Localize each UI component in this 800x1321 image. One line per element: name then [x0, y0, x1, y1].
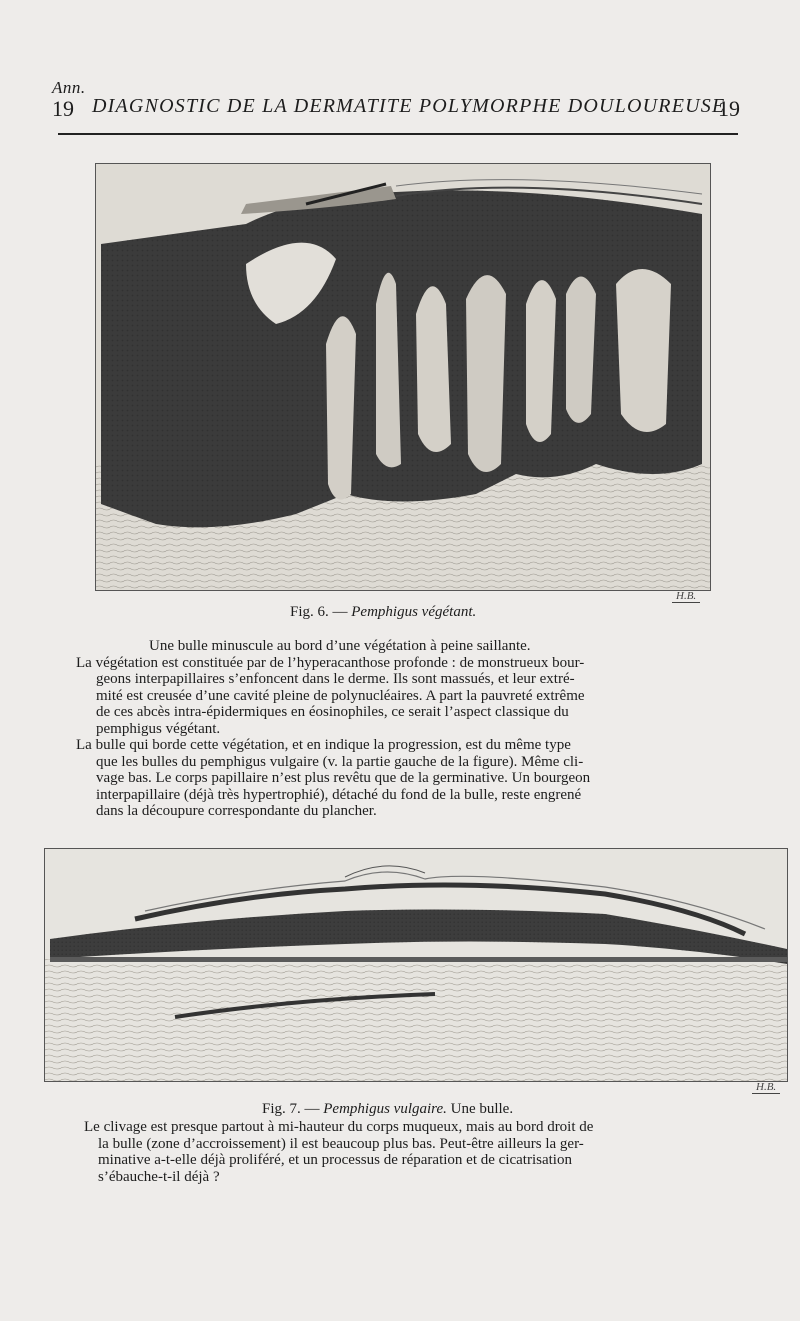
legend-line: dans la découpure correspondante du plancher.: [96, 803, 377, 819]
legend-line: vage bas. Le corps papillaire n’est plus revêtu que de la germinative. Un bourgeon: [96, 770, 591, 786]
legend-line: La bulle qui borde cette végétation, et en indique la progression, est du même type: [76, 737, 571, 753]
figure-6-caption-title: Pemphigus végétant.: [351, 604, 477, 620]
legend-line: La végétation est constituée par de l’hyperacanthose profonde : de monstrueux bour-: [76, 654, 585, 671]
figure-6-caption: [290, 604, 476, 621]
legend-line: minative a-t-elle déjà proliféré, et un processus de réparation et de cicatrisation: [98, 1152, 572, 1168]
legend-line: geons interpapillaires s’enfoncent dans le derme. Ils sont massués, et leur extré-: [96, 671, 575, 687]
legend-line: Une bulle minuscule au bord d’une végétation à peine saillante.: [149, 638, 531, 654]
page-number-right: 19: [718, 96, 740, 121]
annotation-ann: Ann.: [52, 78, 86, 97]
legend-line: de ces abcès intra-épidermiques en éosinophiles, ce serait l’aspect classique du: [96, 704, 569, 720]
figure-7-legend: [78, 1119, 768, 1185]
figure-6-illustration: [95, 163, 711, 591]
legend-line: mité est creusée d’une cavité pleine de polynucléaires. A part la pauvreté extrême: [96, 687, 585, 704]
figure-6-legend: [76, 638, 756, 820]
legend-line: interpapillaire (déjà très hypertrophié), détaché du fond de la bulle, reste engrené: [96, 786, 582, 803]
legend-line: s’ébauche-t-il déjà ?: [98, 1168, 220, 1185]
page-number-left: 19: [52, 96, 74, 121]
figure-7-caption: [262, 1101, 513, 1118]
figure-6-signature: H.B.: [672, 590, 700, 603]
running-title: DIAGNOSTIC DE LA DERMATITE POLYMORPHE DOULOUREUSE: [92, 95, 726, 117]
header-rule: [58, 133, 738, 135]
figure-7-signature: H.B.: [752, 1081, 780, 1094]
figure-6-caption-prefix: Fig. 6. —: [290, 604, 352, 620]
legend-line: pemphigus végétant.: [96, 720, 221, 737]
legend-line: la bulle (zone d’accroissement) il est beaucoup plus bas. Peut-être ailleurs la ger-: [98, 1135, 584, 1152]
figure-7-caption-suffix: Une bulle.: [446, 1101, 514, 1117]
legend-line: Le clivage est presque partout à mi-hauteur du corps muqueux, mais au bord droit de: [84, 1119, 594, 1135]
figure-7-caption-title: Pemphigus vulgaire.: [323, 1101, 447, 1117]
figure-7-caption-prefix: Fig. 7. —: [262, 1101, 324, 1117]
figure-7-illustration: [44, 848, 788, 1082]
legend-line: que les bulles du pemphigus vulgaire (v. la partie gauche de la figure). Même cli-: [96, 753, 584, 770]
